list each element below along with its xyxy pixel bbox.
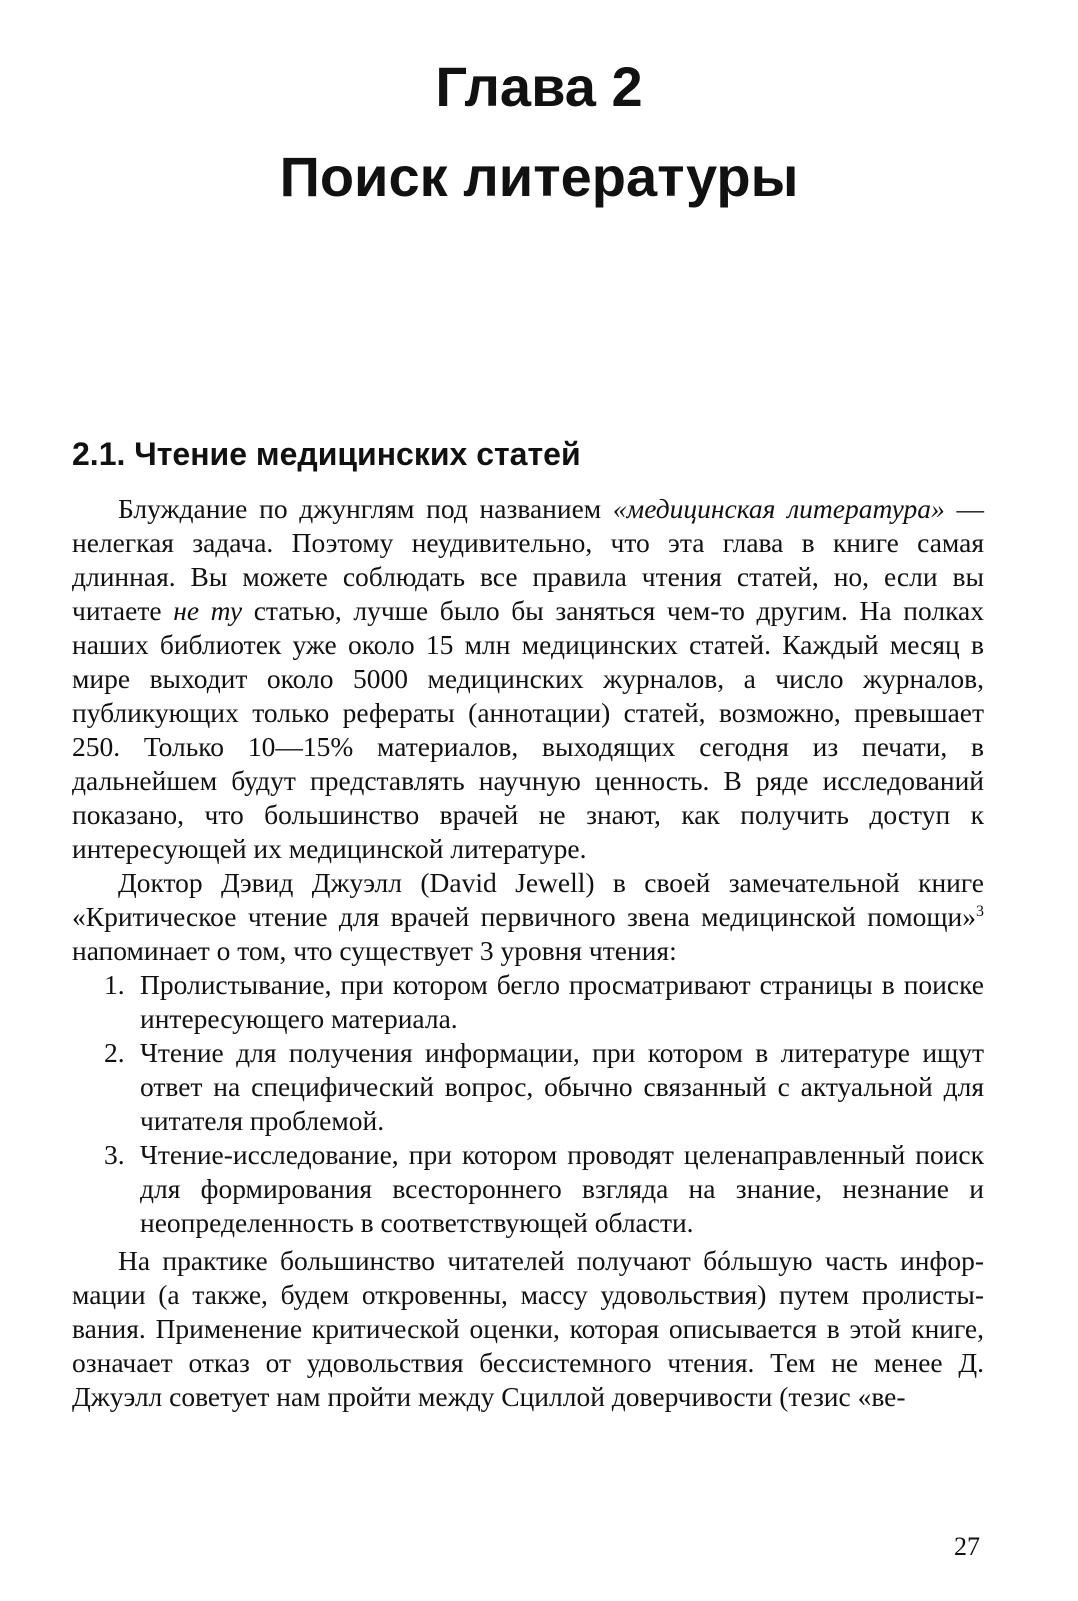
list-item-number: 1.	[104, 969, 125, 1000]
paragraph-1	[72, 492, 984, 866]
reading-levels-list	[72, 968, 984, 1240]
paragraph-1-part-c: — нелегкая задача. Поэтому неудивительно, что эта глава в книге самая длинная. Вы можете соблюдать все правила чтения статей, но, если вы читаете	[72, 493, 985, 626]
list-item	[72, 1036, 984, 1138]
list-item-number: 2.	[104, 1037, 125, 1068]
footnote-ref: 3	[976, 902, 984, 920]
list-item-text: Чтение-исследование, при котором проводят целенаправленный поиск для формирования всестороннего взгляда на знание, незнание и неопределенность в соответствующей области.	[140, 1139, 984, 1238]
list-item	[72, 968, 984, 1036]
list-item-text: Пролистывание, при котором бегло просматривают страницы в поиске интересующего материала.	[140, 969, 984, 1034]
chapter-number: Глава 2	[435, 55, 643, 118]
italic-term-medical-literature: «медицинская литература»	[612, 493, 945, 524]
paragraph-1-part-a: Блуждание по джунглям под названием	[118, 493, 613, 524]
italic-term-not-that: не ту	[173, 595, 243, 626]
paragraph-2	[72, 866, 984, 968]
paragraph-3: На практике большинство читателей получают бóльшую часть информации (а также, будем откровенны, массу удовольствия) путем пролистывания. Применение критической оценки, которая описывается в этой книге, означает отказ от удовольствия бессистемного чтения. Тем не менее Д. Джуэлл советует нам пройти между Сциллой доверчивости (тезис «ве-	[72, 1245, 984, 1412]
page-number: 27	[954, 1532, 980, 1561]
paragraph-2-part-a: Доктор Дэвид Джуэлл (David Jewell) в своей замечательной книге «Критическое чтение для врачей первичного звена медицинской помощи»	[72, 867, 984, 932]
chapter-title: Поиск литературы	[279, 145, 799, 208]
list-item-number: 3.	[104, 1139, 125, 1170]
body-text	[72, 492, 984, 1414]
list-item-text: Чтение для получения информации, при котором в литературе ищут ответ на специфический вопрос, обычно связанный с актуальной для читателя проблемой.	[140, 1037, 984, 1136]
paragraph-1-part-e: статью, лучше было бы заняться чем-то другим. На полках наших библиотек уже около 15 млн медицинских статей. Каждый месяц в мире выходит около 5000 медицинских журналов, а число журналов, публикующих только рефераты (аннотации) статей, возможно, превышает 250. Только 10—15% материалов, выходящих сегодня из печати, в дальнейшем будут представлять научную ценность. В ряде исследований показано, что большинство врачей не знают, как получить доступ к интересующей их медицинской литературе.	[72, 595, 984, 864]
list-item	[72, 1138, 984, 1240]
paragraph-2-part-b: напоминает о том, что существует 3 уровня чтения:	[72, 935, 677, 966]
section-heading: 2.1. Чтение медицинских статей	[72, 436, 581, 472]
